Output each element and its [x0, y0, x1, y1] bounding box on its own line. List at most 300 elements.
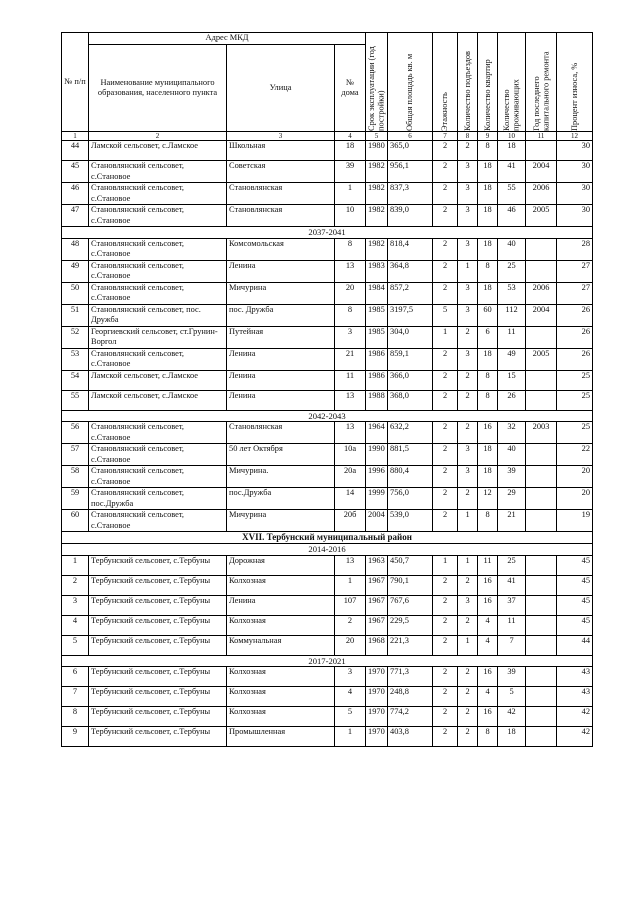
table-cell: 2: [433, 687, 458, 707]
table-cell: 1: [335, 183, 366, 205]
table-cell: 3: [458, 238, 478, 260]
table-cell: 13: [335, 555, 366, 575]
table-cell: [526, 260, 557, 282]
table-cell: 3: [458, 282, 478, 304]
table-cell: 1990: [366, 444, 388, 466]
table-cell: 5: [62, 635, 89, 655]
table-cell: 41: [498, 161, 526, 183]
vh-1: Общая площадь кв. м: [388, 33, 433, 132]
column-number: 10: [498, 132, 526, 141]
table-cell: 2: [433, 615, 458, 635]
table-cell: 13: [335, 390, 366, 410]
table-cell: 6: [62, 667, 89, 687]
table-cell: 44: [62, 141, 89, 161]
table-cell: 1996: [366, 466, 388, 488]
table-cell: 1: [458, 555, 478, 575]
table-cell: 364,8: [388, 260, 433, 282]
table-cell: [526, 615, 557, 635]
table-cell: Тербунский сельсовет, с.Тербуны: [89, 687, 227, 707]
table-cell: Колхозная: [227, 687, 335, 707]
table-cell: Ленина: [227, 260, 335, 282]
table-cell: 47: [62, 205, 89, 227]
table-cell: 248,8: [388, 687, 433, 707]
table-cell: 4: [62, 615, 89, 635]
table-cell: Ленина: [227, 348, 335, 370]
table-cell: 42: [557, 707, 593, 727]
table-cell: 37: [498, 595, 526, 615]
table-cell: 450,7: [388, 555, 433, 575]
table-cell: 818,4: [388, 238, 433, 260]
table-cell: 51: [62, 304, 89, 326]
table-cell: Колхозная: [227, 707, 335, 727]
table-cell: Ламской сельсовет, с.Ламское: [89, 390, 227, 410]
vh-4: Количество квартир: [478, 33, 498, 132]
table-cell: Ленина: [227, 370, 335, 390]
table-cell: 767,6: [388, 595, 433, 615]
table-cell: 20: [335, 282, 366, 304]
table-cell: 3: [458, 466, 478, 488]
table-row: [62, 304, 593, 326]
table-cell: 8: [478, 510, 498, 532]
table-cell: 2: [433, 183, 458, 205]
table-cell: 1968: [366, 635, 388, 655]
table-cell: 39: [498, 466, 526, 488]
table-cell: 18: [498, 727, 526, 747]
table-cell: 45: [62, 161, 89, 183]
column-number: 3: [227, 132, 335, 141]
table-cell: 1982: [366, 183, 388, 205]
housing-table: [61, 32, 593, 747]
table-cell: 7: [62, 687, 89, 707]
table-cell: 2: [433, 595, 458, 615]
table-cell: 2: [433, 488, 458, 510]
table-cell: 16: [478, 595, 498, 615]
table-cell: 8: [335, 238, 366, 260]
table-cell: 14: [335, 488, 366, 510]
table-cell: 1985: [366, 326, 388, 348]
table-cell: 2: [433, 282, 458, 304]
table-cell: 53: [498, 282, 526, 304]
table-cell: пос. Дружба: [227, 304, 335, 326]
table-cell: 2: [458, 488, 478, 510]
table-cell: 9: [62, 727, 89, 747]
municipality-header: Наименование муниципального образования, населенного пункта: [89, 45, 227, 132]
table-row: [62, 260, 593, 282]
table-cell: 6: [478, 326, 498, 348]
table-cell: 45: [557, 575, 593, 595]
table-cell: Советская: [227, 161, 335, 183]
table-cell: [526, 635, 557, 655]
table-cell: 2006: [526, 282, 557, 304]
table-cell: 8: [478, 370, 498, 390]
table-cell: 59: [62, 488, 89, 510]
table-cell: [526, 727, 557, 747]
table-row: [62, 466, 593, 488]
table-cell: 60: [62, 510, 89, 532]
table-cell: 16: [478, 575, 498, 595]
table-cell: 1982: [366, 161, 388, 183]
table-cell: 29: [498, 488, 526, 510]
table-cell: 57: [62, 444, 89, 466]
table-row: [62, 444, 593, 466]
column-number: 9: [478, 132, 498, 141]
table-cell: 3: [458, 304, 478, 326]
table-cell: 2005: [526, 205, 557, 227]
table-cell: 1970: [366, 687, 388, 707]
table-row: [62, 615, 593, 635]
table-cell: 27: [557, 282, 593, 304]
vh-0: Срок эксплуатации (год постройки): [366, 33, 388, 132]
table-cell: 1970: [366, 727, 388, 747]
table-cell: 837,3: [388, 183, 433, 205]
table-cell: 55: [62, 390, 89, 410]
table-cell: 60: [478, 304, 498, 326]
street-header: Улица: [227, 45, 335, 132]
table-cell: 21: [498, 510, 526, 532]
column-number: 5: [366, 132, 388, 141]
table-cell: 3: [62, 595, 89, 615]
column-number: 4: [335, 132, 366, 141]
table-cell: 2: [433, 161, 458, 183]
table-cell: 20: [335, 635, 366, 655]
table-cell: 1: [335, 727, 366, 747]
table-cell: Мичурина.: [227, 466, 335, 488]
table-cell: [526, 687, 557, 707]
table-cell: 2: [433, 444, 458, 466]
table-cell: 859,1: [388, 348, 433, 370]
table-cell: 2: [458, 390, 478, 410]
period-row: [62, 655, 593, 667]
table-body: [62, 141, 593, 747]
table-cell: 2: [433, 727, 458, 747]
table-cell: Тербунский сельсовет, с.Тербуны: [89, 595, 227, 615]
period-label: 2014-2016: [62, 544, 593, 556]
table-cell: 2: [433, 575, 458, 595]
table-cell: 5: [335, 707, 366, 727]
vh-3: Количество подъездов: [458, 33, 478, 132]
table-cell: 43: [557, 687, 593, 707]
vh-2: Этажность: [433, 33, 458, 132]
table-cell: 21: [335, 348, 366, 370]
table-row: [62, 488, 593, 510]
table-cell: 10: [335, 205, 366, 227]
table-cell: 3: [458, 444, 478, 466]
table-cell: 16: [478, 667, 498, 687]
table-cell: 46: [498, 205, 526, 227]
table-cell: 1: [458, 510, 478, 532]
table-cell: 1986: [366, 348, 388, 370]
table-cell: Ламской сельсовет, с.Ламское: [89, 141, 227, 161]
table-cell: [526, 370, 557, 390]
table-cell: 3: [458, 348, 478, 370]
table-cell: Становлянский сельсовет, с.Становое: [89, 238, 227, 260]
table-cell: 2: [433, 390, 458, 410]
table-cell: Промышленная: [227, 727, 335, 747]
table-cell: 20: [557, 488, 593, 510]
period-row: [62, 410, 593, 422]
table-cell: 107: [335, 595, 366, 615]
table-cell: 1: [335, 575, 366, 595]
table-cell: 26: [557, 304, 593, 326]
table-cell: Становлянский сельсовет, с.Становое: [89, 183, 227, 205]
table-row: [62, 687, 593, 707]
table-cell: Коммунальная: [227, 635, 335, 655]
table-cell: Становлянский сельсовет, с.Становое: [89, 348, 227, 370]
table-cell: 2: [433, 422, 458, 444]
column-number-row: [62, 132, 593, 141]
table-cell: 26: [557, 348, 593, 370]
period-row: [62, 544, 593, 556]
table-cell: 2: [458, 422, 478, 444]
table-cell: Дорожная: [227, 555, 335, 575]
table-cell: 2: [458, 141, 478, 161]
column-number: 2: [89, 132, 227, 141]
table-cell: Тербунский сельсовет, с.Тербуны: [89, 707, 227, 727]
table-cell: Ламской сельсовет, с.Ламское: [89, 370, 227, 390]
table-cell: 112: [498, 304, 526, 326]
table-cell: 30: [557, 183, 593, 205]
table-cell: 1986: [366, 370, 388, 390]
table-cell: 8: [478, 727, 498, 747]
table-cell: 25: [557, 370, 593, 390]
table-cell: 1988: [366, 390, 388, 410]
table-cell: Становлянский сельсовет, пос.Дружба: [89, 488, 227, 510]
table-cell: 11: [498, 615, 526, 635]
table-cell: Колхозная: [227, 575, 335, 595]
table-cell: 30: [557, 161, 593, 183]
table-cell: Колхозная: [227, 667, 335, 687]
table-cell: 3: [458, 205, 478, 227]
table-cell: 1999: [366, 488, 388, 510]
table-cell: 18: [478, 238, 498, 260]
table-row: [62, 326, 593, 348]
table-cell: 1982: [366, 238, 388, 260]
section-row: [62, 532, 593, 544]
table-cell: 11: [335, 370, 366, 390]
table-cell: 55: [498, 183, 526, 205]
table-cell: 3: [458, 595, 478, 615]
column-number: 7: [433, 132, 458, 141]
table-row: [62, 727, 593, 747]
table-cell: Ленина: [227, 390, 335, 410]
table-cell: 45: [557, 615, 593, 635]
table-cell: 25: [498, 260, 526, 282]
table-row: [62, 205, 593, 227]
table-cell: 1: [433, 555, 458, 575]
table-cell: 2: [433, 707, 458, 727]
table-cell: 539,0: [388, 510, 433, 532]
table-cell: 2: [458, 370, 478, 390]
table-cell: 25: [498, 555, 526, 575]
table-cell: 368,0: [388, 390, 433, 410]
table-cell: 18: [498, 141, 526, 161]
table-cell: Мичурина: [227, 282, 335, 304]
table-cell: 20: [557, 466, 593, 488]
table-cell: 1: [458, 260, 478, 282]
index-header: № п/п: [62, 33, 89, 132]
table-cell: 1964: [366, 422, 388, 444]
vh-7: Процент износа, %: [557, 33, 593, 132]
table-row: [62, 282, 593, 304]
table-cell: 49: [62, 260, 89, 282]
table-cell: 365,0: [388, 141, 433, 161]
table-cell: 2: [458, 615, 478, 635]
table-cell: 48: [62, 238, 89, 260]
table-cell: Становлянский сельсовет, с.Становое: [89, 510, 227, 532]
table-cell: Становлянский сельсовет, с.Становое: [89, 466, 227, 488]
table-cell: 12: [478, 488, 498, 510]
table-cell: 20а: [335, 466, 366, 488]
table-row: [62, 370, 593, 390]
table-cell: 790,1: [388, 575, 433, 595]
table-cell: 13: [335, 260, 366, 282]
table-cell: 26: [498, 390, 526, 410]
table-cell: Становлянский сельсовет, с.Становое: [89, 422, 227, 444]
table-cell: 1: [433, 326, 458, 348]
table-cell: 2: [335, 615, 366, 635]
table-cell: 39: [335, 161, 366, 183]
table-cell: 56: [62, 422, 89, 444]
table-cell: 40: [498, 238, 526, 260]
table-cell: 304,0: [388, 326, 433, 348]
table-cell: 1: [62, 555, 89, 575]
table-cell: [526, 488, 557, 510]
table-cell: Становлянский сельсовет, с.Становое: [89, 205, 227, 227]
table-cell: 18: [478, 444, 498, 466]
table-cell: Тербунский сельсовет, с.Тербуны: [89, 635, 227, 655]
table-cell: 7: [498, 635, 526, 655]
table-cell: 42: [557, 727, 593, 747]
table-cell: 2: [433, 348, 458, 370]
table-cell: 8: [478, 260, 498, 282]
table-cell: 16: [478, 707, 498, 727]
table-cell: 26: [557, 326, 593, 348]
table-row: [62, 635, 593, 655]
table-cell: 4: [478, 615, 498, 635]
table-cell: 27: [557, 260, 593, 282]
table-cell: 39: [498, 667, 526, 687]
table-cell: 3: [335, 326, 366, 348]
table-cell: 16: [478, 422, 498, 444]
table-cell: 2: [433, 238, 458, 260]
table-cell: Становлянская: [227, 422, 335, 444]
table-cell: [526, 390, 557, 410]
table-row: [62, 390, 593, 410]
column-number: 8: [458, 132, 478, 141]
column-number: 12: [557, 132, 593, 141]
table-cell: 3197,5: [388, 304, 433, 326]
table-cell: 2: [433, 260, 458, 282]
table-row: [62, 183, 593, 205]
table-cell: Комсомольская: [227, 238, 335, 260]
column-number: 11: [526, 132, 557, 141]
table-cell: 857,2: [388, 282, 433, 304]
table-cell: 41: [498, 575, 526, 595]
table-cell: Становлянский сельсовет, с.Становое: [89, 282, 227, 304]
table-cell: 2: [433, 205, 458, 227]
table-cell: 1963: [366, 555, 388, 575]
table-cell: [526, 667, 557, 687]
table-cell: [526, 141, 557, 161]
table-cell: 2: [433, 635, 458, 655]
table-cell: [526, 444, 557, 466]
table-cell: 19: [557, 510, 593, 532]
table-cell: 771,3: [388, 667, 433, 687]
table-cell: Георгиевский сельсовет, ст.Грунин-Воргол: [89, 326, 227, 348]
table-cell: Тербунский сельсовет, с.Тербуны: [89, 575, 227, 595]
table-cell: 18: [478, 183, 498, 205]
table-cell: 20б: [335, 510, 366, 532]
table-cell: 8: [62, 707, 89, 727]
table-cell: Школьная: [227, 141, 335, 161]
table-cell: 18: [335, 141, 366, 161]
table-cell: 58: [62, 466, 89, 488]
column-number: 6: [388, 132, 433, 141]
table-cell: 221,3: [388, 635, 433, 655]
table-cell: 5: [498, 687, 526, 707]
table-cell: 8: [478, 141, 498, 161]
table-cell: 2004: [366, 510, 388, 532]
table-cell: 18: [478, 348, 498, 370]
house-header: № дома: [335, 45, 366, 132]
table-cell: 1970: [366, 707, 388, 727]
table-cell: 44: [557, 635, 593, 655]
table-cell: 5: [433, 304, 458, 326]
table-row: [62, 667, 593, 687]
table-cell: 25: [557, 422, 593, 444]
table-cell: [526, 555, 557, 575]
table-cell: Становлянский сельсовет, с.Становое: [89, 260, 227, 282]
table-cell: 632,2: [388, 422, 433, 444]
table-cell: 3: [335, 667, 366, 687]
table-cell: 45: [557, 555, 593, 575]
table-cell: 54: [62, 370, 89, 390]
table-cell: 8: [335, 304, 366, 326]
table-cell: Становлянский сельсовет, пос. Дружба: [89, 304, 227, 326]
table-cell: 229,5: [388, 615, 433, 635]
table-cell: 4: [335, 687, 366, 707]
table-cell: Мичурина: [227, 510, 335, 532]
table-cell: 30: [557, 141, 593, 161]
table-cell: 2004: [526, 304, 557, 326]
table-cell: Становлянская: [227, 183, 335, 205]
table-cell: 1967: [366, 595, 388, 615]
table-cell: 2: [458, 575, 478, 595]
table-cell: 880,4: [388, 466, 433, 488]
table-cell: Тербунский сельсовет, с.Тербуны: [89, 727, 227, 747]
table-cell: 403,8: [388, 727, 433, 747]
table-cell: 2: [433, 466, 458, 488]
table-cell: 43: [557, 667, 593, 687]
vh-5: Количество проживающих: [498, 33, 526, 132]
address-header: Адрес МКД: [89, 33, 366, 45]
table-cell: Ленина: [227, 595, 335, 615]
table-row: [62, 707, 593, 727]
table-cell: [526, 595, 557, 615]
table-row: [62, 161, 593, 183]
table-cell: 774,2: [388, 707, 433, 727]
table-cell: 18: [478, 161, 498, 183]
table-cell: 45: [557, 595, 593, 615]
table-cell: 30: [557, 205, 593, 227]
table-cell: 50: [62, 282, 89, 304]
table-cell: 8: [478, 390, 498, 410]
table-cell: [526, 707, 557, 727]
table-cell: 1970: [366, 667, 388, 687]
table-cell: 1: [458, 635, 478, 655]
table-row: [62, 348, 593, 370]
table-cell: 2005: [526, 348, 557, 370]
